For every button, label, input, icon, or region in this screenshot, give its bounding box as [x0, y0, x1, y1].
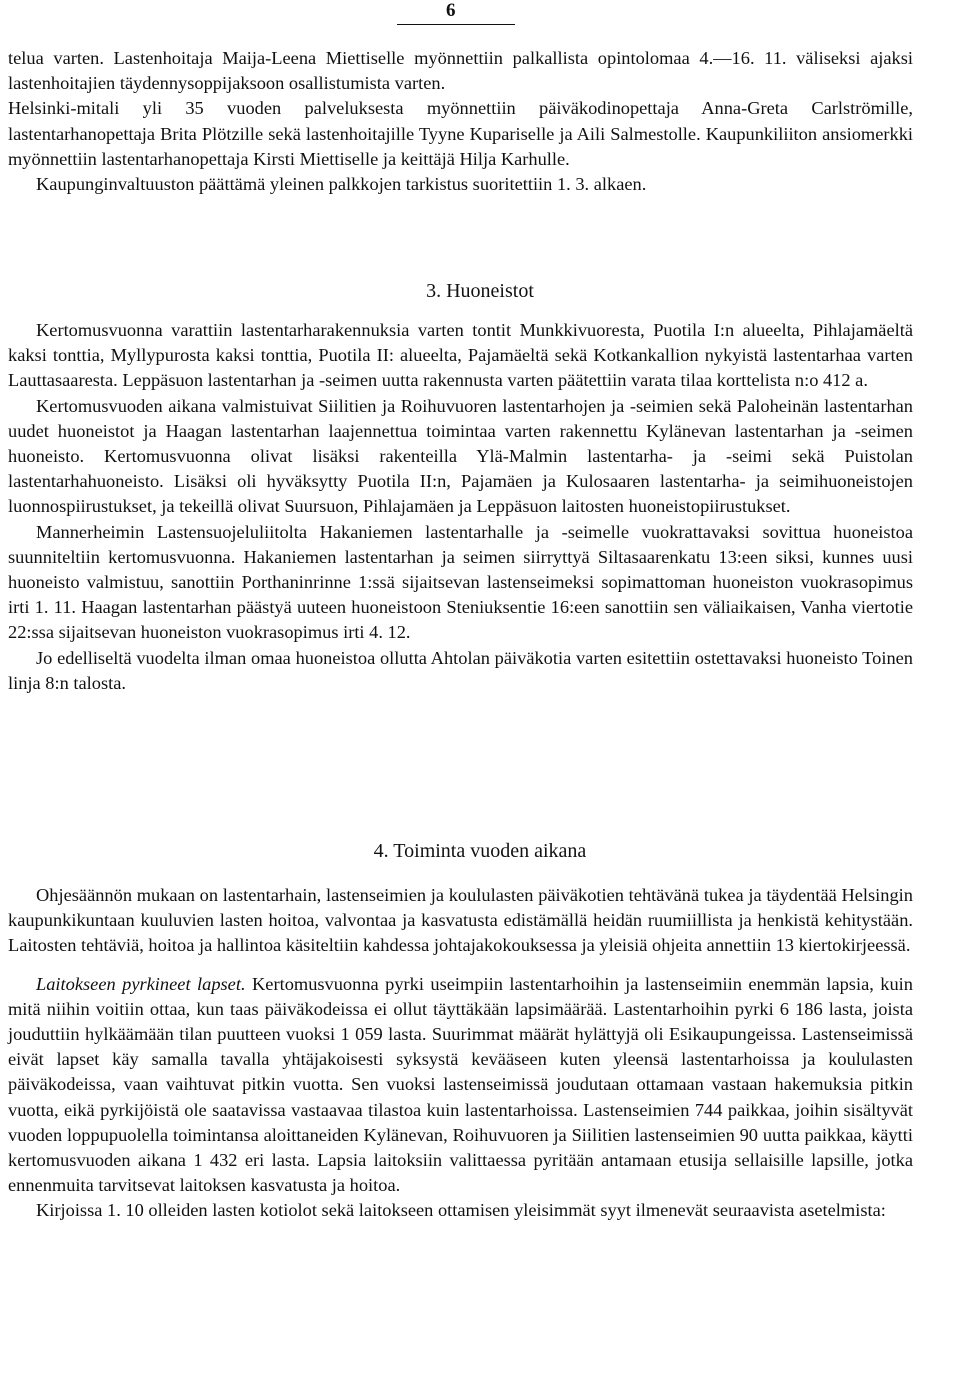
section-heading-huoneistot: 3. Huoneistot — [426, 280, 534, 302]
paragraph: Mannerheimin Lastensuojeluliitolta Hakaniemen lastentarhalle ja -seimelle vuokrattavaksi sovittua huoneistoa suunniteltiin kertomusvuonna. Hakaniemen lastentarhan ja seimen siirryttyä Siltasaarenkatu 13:een siksi, kunnes uusi huoneisto valmistuu, sanottiin Porthaninrinne 1:ssä sijaitsevan lastenseimeksi sopimattoman huoneiston vuokrasopimus irti 1. 11. Haagan lastentarhan päästyä uuteen huoneistoon Steniuksentie 16:een sanottiin sen väliaikaisen, Vanha viertotie 22:ssa sijaitsevan huoneiston vuokrasopimus irti 4. 12. — [8, 521, 913, 643]
section-huoneistot-text — [8, 318, 913, 696]
run-in-heading: Laitokseen pyrkineet lapset. — [36, 973, 246, 994]
paragraph — [8, 972, 913, 1199]
paragraph: Ohjesäännön mukaan on lastentarhain, lastenseimien ja koululasten päiväkotien tehtävänä tukea ja täydentää Helsingin kaupunkikuntaan kuuluvien lasten hoitoa, valvontaa ja kasvatusta edistämällä heidän ruumiillista ja henkistä kehitystään. Laitosten tehtäviä, hoitoa ja hallintoa käsiteltiin kahdessa johtajakokouksessa ja yleisiä ohjeita annettiin 13 kiertokirjeessä. — [8, 885, 913, 956]
paragraph: telua varten. Lastenhoitaja Maija-Leena Miettiselle myönnettiin palkallista opintolomaa 4.—16. 11. väliseksi ajaksi lastenhoitajien täydennysoppijaksoon osallistumista varten. — [8, 48, 913, 94]
section-heading-toiminta: 4. Toiminta vuoden aikana — [373, 840, 587, 862]
paragraph: Kertomusvuoden aikana valmistuivat Siilitien ja Roihuvuoren lastentarhojen ja -seimien sekä Paloheinän lastentarhan uudet huoneistot ja Haagan lastentarhan laajennettua toimintaa varten rakennettu Kylänevan lastentarhan ja -seimen huoneisto. Kertomusvuonna olivat lisäksi rakenteilla Ylä-Malmin lastentarha- ja -seimi sekä Puistolan lastentarhahuoneisto. Lisäksi oli hyväksytty Puotila II:n, Pajamäen ja Kulosaaren lastentarha- ja seimihuoneistojen luonnospiirustukset, ja tekeillä olivat Suursuon, Pihlajamäen ja Leppäsuon laitosten huoneistopiirustukset. — [8, 395, 913, 517]
section-toiminta-text — [8, 883, 913, 1224]
intro-text — [8, 46, 913, 197]
paragraph: Jo edelliseltä vuodelta ilman omaa huoneistoa ollutta Ahtolan päiväkotia varten esitettiin ostettavaksi huoneisto Toinen linja 8:n talosta. — [8, 647, 913, 693]
paragraph: Kertomusvuonna varattiin lastentarharakennuksia varten tontit Munkkivuoresta, Puotila I:n alueelta, Pihlajamäeltä kaksi tonttia, Myllypurosta kaksi tonttia, Puotila II: alueelta, Pajamäeltä sekä Kotkankallion nykyistä lastentarhaa varten Lauttasaaresta. Leppäsuon lastentarhan ja -seimen uutta rakennusta varten päätettiin varata tilaa korttelista n:o 412 a. — [8, 320, 913, 391]
page-number: 6 — [446, 0, 456, 21]
header-rule — [397, 24, 515, 25]
paragraph-body: Kertomusvuonna pyrki useimpiin lastentarhoihin ja lastenseimiin enemmän lapsia, kuin mitä niihin voitiin ottaa, kun taas päiväkodeissa ei ollut täyttäkään lapsimäärää. Lastentarhoihin pyrki 6 186 lasta, joista jouduttiin hylkäämään tilan puutteen vuoksi 1 059 lasta. Suurimmat määrät hylättyjä oli Esikaupungeissa. Lastenseimissä eivät lapset käy samalla tavalla yhtäjakoisesti syksystä kevääseen kuten yleensä lastentarhoissa ja koululasten päiväkodeissa, vaan vaihtuvat pitkin vuotta. Sen vuoksi lastenseimissä joudutaan ottamaan vastaan hakemuksia pitkin vuotta, eikä pyrkijöistä ole saatavissa vastaavaa tilastoa kuin lastentarhoissa. Lastenseimien 744 paikkaa, joihin sisältyvät vuoden loppupuolella toimintansa aloittaneiden Kylänevan, Roihuvuoren ja Siilitien lastenseimien 90 uutta paikkaa, käytti kertomusvuoden aikana 1 432 eri lasta. Lapsia laitoksiin valittaessa pyritään antamaan etusija sellaisille lapsille, jotka ennenmuita tarvitsevat laitoksen kasvatusta ja hoitoa. — [8, 973, 913, 1196]
paragraph: Kirjoissa 1. 10 olleiden lasten kotiolot sekä laitokseen ottamisen yleisimmät syyt ilmenevät seuraavista asetelmista: — [36, 1200, 886, 1221]
paragraph: Helsinki-mitali yli 35 vuoden palveluksesta myönnettiin päiväkodinopettaja Anna-Greta Carlströmille, lastentarhanopettaja Brita Plötzille sekä lastenhoitajille Tyyne Kupariselle ja Aili Salmestolle. Kaupunkiliiton ansiomerkki myönnettiin lastentarhanopettaja Kirsti Miettiselle ja keittäjä Hilja Karhulle. — [8, 98, 913, 169]
paragraph: Kaupunginvaltuuston päättämä yleinen palkkojen tarkistus suoritettiin 1. 3. alkaen. — [36, 174, 647, 195]
